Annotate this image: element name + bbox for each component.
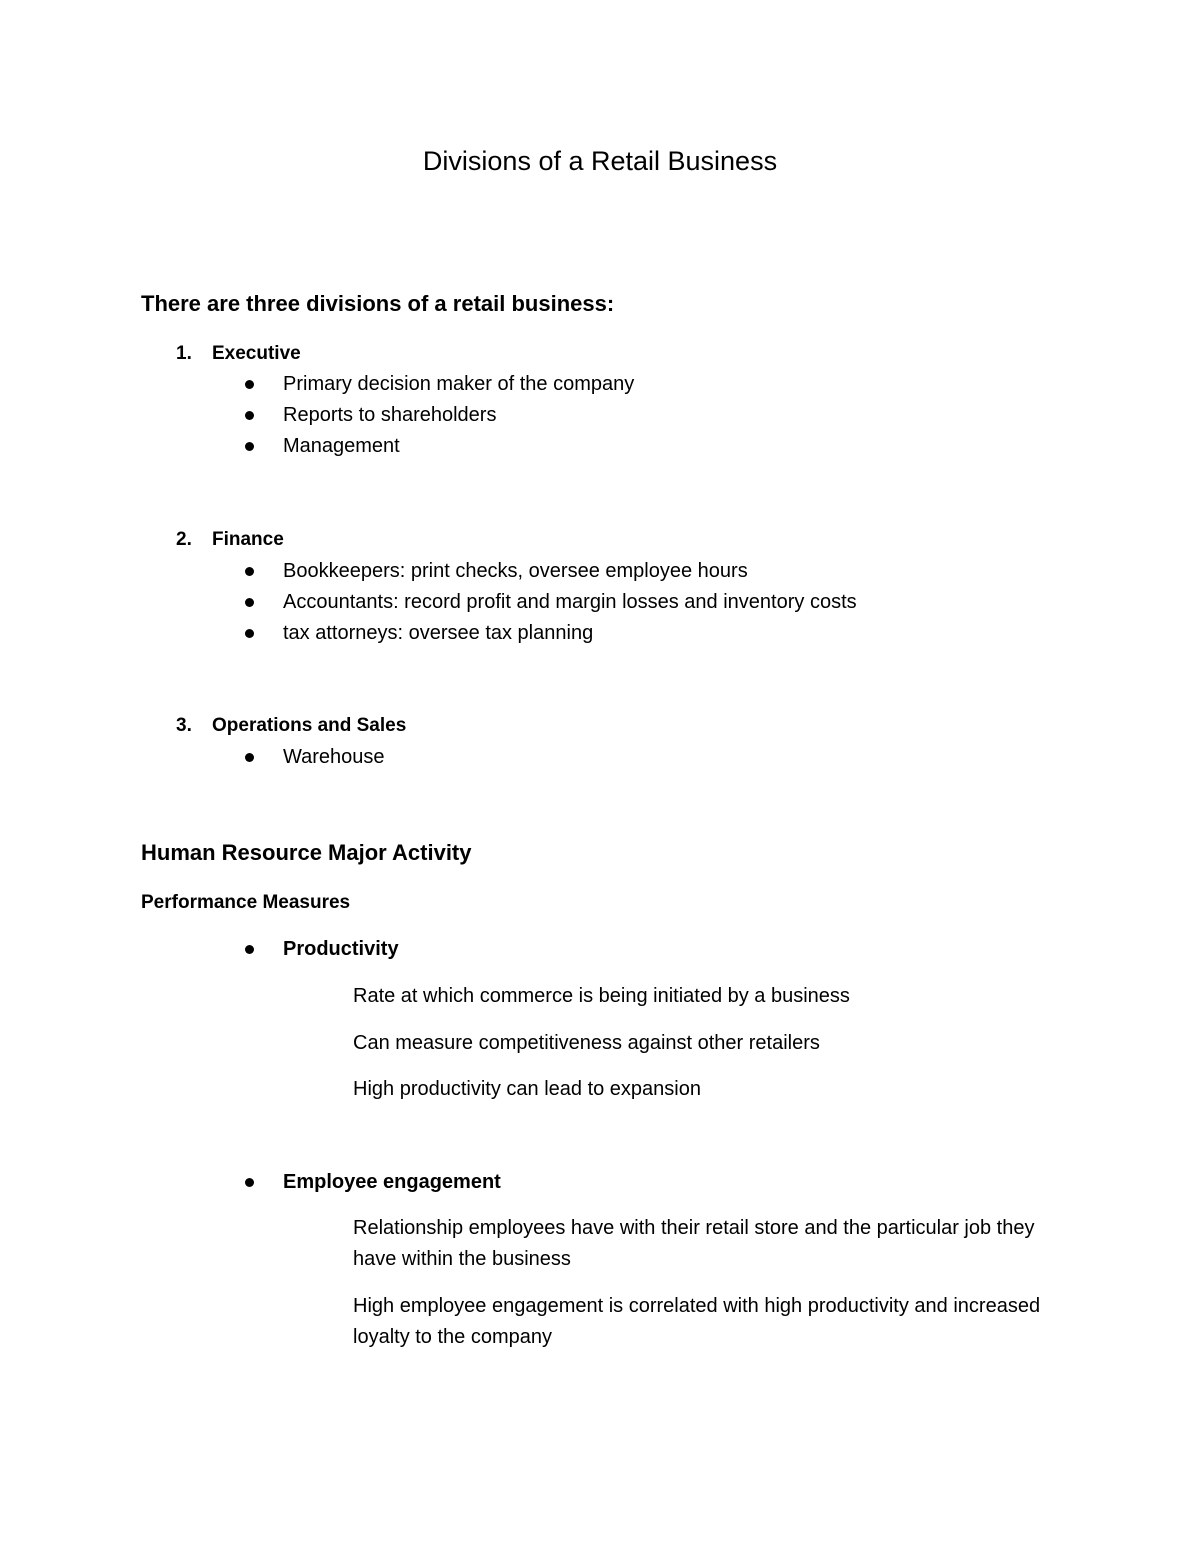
bullet-icon bbox=[245, 629, 254, 638]
division-number: 2. bbox=[176, 529, 192, 550]
division-label: Operations and Sales bbox=[212, 715, 407, 736]
division-bullet: Warehouse bbox=[283, 746, 385, 768]
division-number: 1. bbox=[176, 343, 192, 364]
division-bullet: Primary decision maker of the company bbox=[283, 373, 635, 395]
bullet-icon bbox=[245, 411, 254, 420]
measure-label: Productivity bbox=[283, 938, 399, 960]
division-bullet: Accountants: record profit and margin losses and inventory costs bbox=[283, 591, 857, 613]
measure-label: Employee engagement bbox=[283, 1171, 501, 1193]
bullet-icon bbox=[245, 753, 254, 762]
bullet-icon bbox=[245, 945, 254, 954]
measure-detail: Can measure competitiveness against other retailers bbox=[353, 1032, 820, 1054]
intro-heading: There are three divisions of a retail business: bbox=[141, 291, 615, 316]
measure-detail: High productivity can lead to expansion bbox=[353, 1078, 701, 1100]
division-bullet: Bookkeepers: print checks, oversee employee hours bbox=[283, 560, 748, 582]
bullet-icon bbox=[245, 567, 254, 576]
division-label: Finance bbox=[212, 529, 284, 550]
division-bullet: tax attorneys: oversee tax planning bbox=[283, 622, 594, 644]
division-bullet: Management bbox=[283, 435, 400, 457]
measure-detail: Relationship employees have with their retail store and the particular job they have within the business bbox=[353, 1217, 1035, 1270]
division-label: Executive bbox=[212, 343, 301, 364]
performance-heading: Performance Measures bbox=[141, 892, 351, 913]
bullet-icon bbox=[245, 380, 254, 389]
bullet-icon bbox=[245, 442, 254, 451]
division-bullet: Reports to shareholders bbox=[283, 404, 497, 426]
measure-detail: High employee engagement is correlated with high productivity and increased loyalty to the company bbox=[353, 1295, 1041, 1348]
document-title: Divisions of a Retail Business bbox=[422, 146, 778, 176]
hr-heading: Human Resource Major Activity bbox=[141, 840, 472, 865]
division-number: 3. bbox=[176, 715, 192, 736]
measure-detail: Rate at which commerce is being initiated by a business bbox=[353, 985, 850, 1007]
bullet-icon bbox=[245, 598, 254, 607]
bullet-icon bbox=[245, 1178, 254, 1187]
